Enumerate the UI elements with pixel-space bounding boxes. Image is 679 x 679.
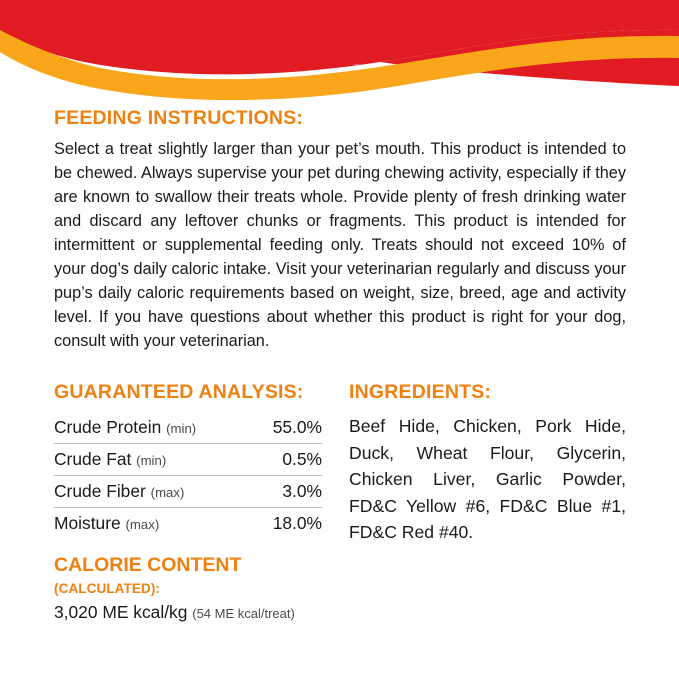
feeding-instructions-heading: FEEDING INSTRUCTIONS: — [54, 107, 304, 129]
table-row — [54, 444, 322, 476]
calorie-content-value: 3,020 ME kcal/kg — [54, 602, 188, 623]
nutrient-qualifier: (min) — [136, 453, 167, 469]
nutrient-value-cell: 0.5% — [282, 449, 322, 470]
nutrient-qualifier: (max) — [125, 517, 160, 533]
nutrient-qualifier: (min) — [166, 421, 197, 437]
nutrient-name-cell — [54, 508, 253, 540]
nutrition-columns — [54, 382, 626, 623]
swoosh-graphic — [0, 0, 679, 110]
nutrient-value-cell: 18.0% — [272, 513, 322, 534]
nutrient-qualifier: (max) — [150, 485, 185, 501]
calorie-content-heading-main: CALORIE CONTENT — [54, 554, 242, 577]
nutrient-name-cell — [54, 444, 253, 476]
guaranteed-analysis-heading: GUARANTEED ANALYSIS: — [54, 381, 304, 404]
calorie-content-heading — [54, 555, 337, 598]
decorative-swoosh-header — [0, 0, 679, 110]
ingredients-heading: INGREDIENTS: — [349, 381, 492, 404]
nutrient-label: Crude Protein — [54, 417, 162, 438]
nutrient-label: Crude Fiber — [54, 481, 146, 502]
nutrient-value-cell: 3.0% — [282, 481, 322, 502]
calorie-content-value-row — [54, 602, 337, 623]
feeding-instructions-body: Select a treat slightly larger than your pet’s mouth. This product is intended to be chewed. Always supervise your pet during chewing activity, especially if they are known to swallow their treats whole. Provide plenty of fresh drinking water and discard any leftover chunks or fragments. This product is intended for intermittent or supplemental feeding only. Treats should not exceed 10% of your dog’s daily caloric intake. Visit your veterinarian regularly and discuss your pup’s daily caloric requirements based on weight, size, breed, age and activity level. If you have questions about whether this product is right for your dog, consult with your veterinarian. — [54, 140, 626, 351]
table-row — [54, 412, 322, 444]
nutrient-name-cell — [54, 476, 253, 508]
table-row — [54, 508, 322, 540]
nutrient-name-cell — [54, 412, 253, 444]
nutrient-label: Moisture — [54, 513, 121, 534]
nutrient-value-cell: 55.0% — [272, 417, 322, 438]
calorie-content-heading-note: (CALCULATED): — [54, 580, 161, 596]
label-content — [54, 108, 626, 623]
ingredients-body: Beef Hide, Chicken, Pork Hide, Duck, Wheat Flour, Glycerin, Chicken Liver, Garlic Powder, FD&C Yellow #6, FD&C Blue #1, FD&C Red #40. — [349, 416, 626, 543]
guaranteed-analysis-table — [54, 412, 322, 539]
ingredients-column — [337, 382, 626, 623]
table-row — [54, 476, 322, 508]
calorie-content-per-treat: (54 ME kcal/treat) — [192, 606, 295, 622]
nutrient-label: Crude Fat — [54, 449, 132, 470]
guaranteed-analysis-column — [54, 382, 337, 623]
